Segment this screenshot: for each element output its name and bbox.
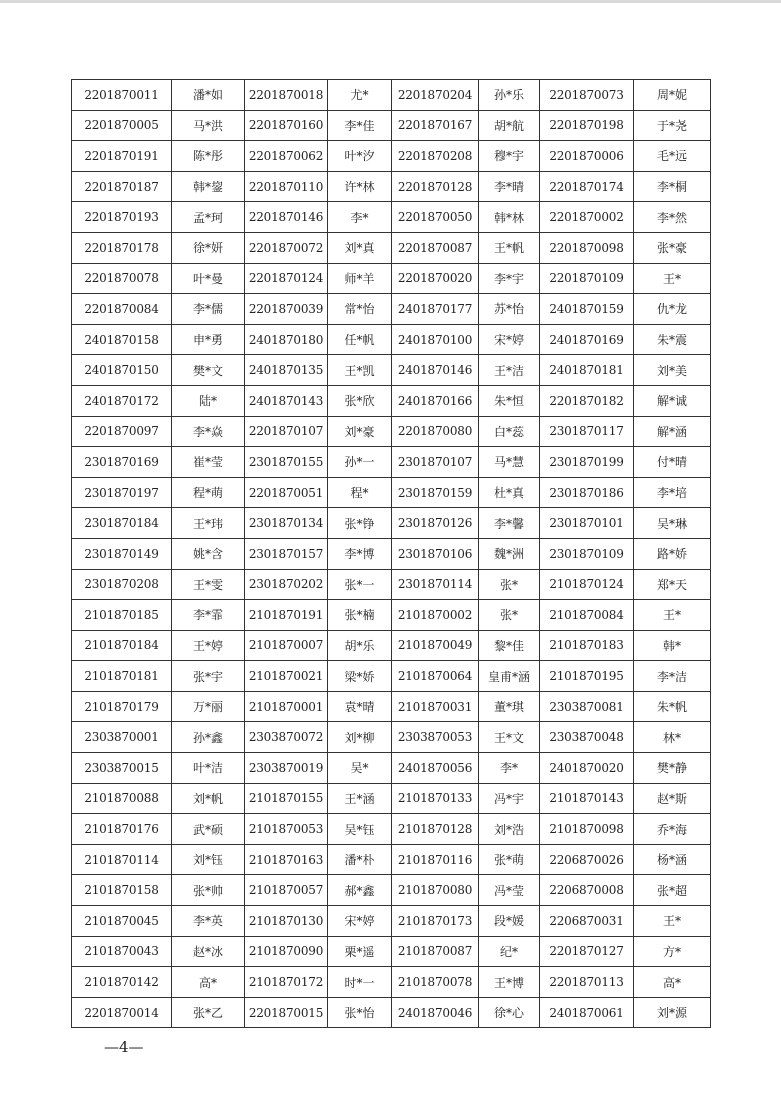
student-name-cell: 韩*林	[479, 202, 540, 233]
student-name-cell: 郝*鑫	[328, 875, 392, 906]
student-name-cell: 姚*含	[172, 538, 245, 569]
student-name-cell: 张*萌	[479, 844, 540, 875]
table-row	[72, 753, 711, 784]
table-row	[72, 416, 711, 447]
student-id-cell: 2301870208	[72, 569, 172, 600]
student-id-cell: 2201870193	[72, 202, 172, 233]
student-name-cell: 张*怡	[328, 997, 392, 1028]
student-name-cell: 杨*涵	[634, 844, 711, 875]
student-name-cell: 冯*宇	[479, 783, 540, 814]
student-name-cell: 宋*婷	[328, 906, 392, 937]
student-name-cell: 王*	[634, 263, 711, 294]
student-id-cell: 2401870150	[72, 355, 172, 386]
student-name-cell: 张*超	[634, 875, 711, 906]
student-name-cell: 刘*柳	[328, 722, 392, 753]
student-id-cell: 2301870117	[540, 416, 634, 447]
table-row	[72, 814, 711, 845]
student-name-cell: 李*桐	[634, 171, 711, 202]
table-row	[72, 263, 711, 294]
student-name-cell: 王*凯	[328, 355, 392, 386]
student-id-cell: 2101870084	[540, 600, 634, 631]
student-id-cell: 2101870124	[540, 569, 634, 600]
student-name-cell: 李*博	[328, 538, 392, 569]
student-name-cell: 李*然	[634, 202, 711, 233]
student-name-cell: 冯*莹	[479, 875, 540, 906]
table-row	[72, 569, 711, 600]
student-name-cell: 白*蕊	[479, 416, 540, 447]
student-name-cell: 王*博	[479, 967, 540, 998]
student-name-cell: 叶*汐	[328, 141, 392, 172]
student-id-cell: 2201870050	[392, 202, 479, 233]
student-id-cell: 2301870114	[392, 569, 479, 600]
table-row	[72, 141, 711, 172]
student-id-cell: 2401870046	[392, 997, 479, 1028]
student-id-cell: 2401870166	[392, 385, 479, 416]
student-name-cell: 程*	[328, 477, 392, 508]
student-id-cell: 2101870031	[392, 691, 479, 722]
student-name-cell: 刘*美	[634, 355, 711, 386]
student-id-cell: 2303870048	[540, 722, 634, 753]
student-name-cell: 李*霏	[172, 600, 245, 631]
student-name-cell: 常*怡	[328, 294, 392, 325]
student-id-cell: 2101870195	[540, 661, 634, 692]
student-id-cell: 2201870198	[540, 110, 634, 141]
roster-table	[71, 79, 711, 1028]
student-id-cell: 2201870204	[392, 80, 479, 111]
student-id-cell: 2201870084	[72, 294, 172, 325]
student-name-cell: 赵*斯	[634, 783, 711, 814]
student-id-cell: 2101870090	[245, 936, 328, 967]
student-id-cell: 2201870107	[245, 416, 328, 447]
student-id-cell: 2301870159	[392, 477, 479, 508]
student-id-cell: 2301870134	[245, 508, 328, 539]
student-id-cell: 2201870167	[392, 110, 479, 141]
student-id-cell: 2101870049	[392, 630, 479, 661]
student-id-cell: 2201870146	[245, 202, 328, 233]
student-name-cell: 刘*豪	[328, 416, 392, 447]
student-id-cell: 2201870015	[245, 997, 328, 1028]
student-id-cell: 2201870178	[72, 232, 172, 263]
student-id-cell: 2201870113	[540, 967, 634, 998]
student-id-cell: 2401870169	[540, 324, 634, 355]
student-name-cell: 申*勇	[172, 324, 245, 355]
student-id-cell: 2201870097	[72, 416, 172, 447]
student-id-cell: 2101870184	[72, 630, 172, 661]
student-name-cell: 王*玮	[172, 508, 245, 539]
student-name-cell: 任*帆	[328, 324, 392, 355]
student-name-cell: 皇甫*涵	[479, 661, 540, 692]
student-name-cell: 张*乙	[172, 997, 245, 1028]
student-name-cell: 张*	[479, 600, 540, 631]
student-id-cell: 2206870031	[540, 906, 634, 937]
student-id-cell: 2101870191	[245, 600, 328, 631]
student-id-cell: 2101870057	[245, 875, 328, 906]
table-row	[72, 967, 711, 998]
student-name-cell: 毛*远	[634, 141, 711, 172]
student-id-cell: 2201870110	[245, 171, 328, 202]
student-name-cell: 胡*乐	[328, 630, 392, 661]
student-id-cell: 2101870114	[72, 844, 172, 875]
student-id-cell: 2101870158	[72, 875, 172, 906]
table-row	[72, 232, 711, 263]
student-id-cell: 2301870149	[72, 538, 172, 569]
student-id-cell: 2101870078	[392, 967, 479, 998]
student-id-cell: 2101870163	[245, 844, 328, 875]
table-row	[72, 997, 711, 1028]
table-row	[72, 202, 711, 233]
student-id-cell: 2101870007	[245, 630, 328, 661]
table-row	[72, 844, 711, 875]
table-row	[72, 783, 711, 814]
student-id-cell: 2201870182	[540, 385, 634, 416]
student-id-cell: 2201870080	[392, 416, 479, 447]
student-id-cell: 2401870061	[540, 997, 634, 1028]
student-name-cell: 吴*钰	[328, 814, 392, 845]
student-name-cell: 于*尧	[634, 110, 711, 141]
student-name-cell: 李*洁	[634, 661, 711, 692]
table-row	[72, 80, 711, 111]
student-name-cell: 解*诚	[634, 385, 711, 416]
student-name-cell: 乔*海	[634, 814, 711, 845]
student-id-cell: 2301870184	[72, 508, 172, 539]
table-row	[72, 661, 711, 692]
student-id-cell: 2401870172	[72, 385, 172, 416]
student-name-cell: 郑*天	[634, 569, 711, 600]
student-name-cell: 樊*静	[634, 753, 711, 784]
student-id-cell: 2201870078	[72, 263, 172, 294]
student-name-cell: 杜*真	[479, 477, 540, 508]
student-name-cell: 潘*朴	[328, 844, 392, 875]
student-id-cell: 2201870005	[72, 110, 172, 141]
student-name-cell: 武*硕	[172, 814, 245, 845]
student-name-cell: 吴*琳	[634, 508, 711, 539]
student-name-cell: 付*晴	[634, 447, 711, 478]
table-row	[72, 110, 711, 141]
student-name-cell: 高*	[634, 967, 711, 998]
table-row	[72, 324, 711, 355]
student-id-cell: 2201870020	[392, 263, 479, 294]
student-id-cell: 2201870014	[72, 997, 172, 1028]
student-name-cell: 孙*乐	[479, 80, 540, 111]
table-row	[72, 385, 711, 416]
student-id-cell: 2301870157	[245, 538, 328, 569]
student-name-cell: 李*	[328, 202, 392, 233]
student-id-cell: 2101870021	[245, 661, 328, 692]
student-id-cell: 2301870197	[72, 477, 172, 508]
student-id-cell: 2101870143	[540, 783, 634, 814]
student-name-cell: 栗*遥	[328, 936, 392, 967]
student-id-cell: 2401870158	[72, 324, 172, 355]
student-name-cell: 徐*心	[479, 997, 540, 1028]
student-name-cell: 韩*	[634, 630, 711, 661]
student-name-cell: 万*丽	[172, 691, 245, 722]
student-id-cell: 2101870133	[392, 783, 479, 814]
student-name-cell: 黎*佳	[479, 630, 540, 661]
student-name-cell: 高*	[172, 967, 245, 998]
student-id-cell: 2201870127	[540, 936, 634, 967]
student-id-cell: 2301870199	[540, 447, 634, 478]
student-id-cell: 2201870124	[245, 263, 328, 294]
student-name-cell: 尤*	[328, 80, 392, 111]
table-row	[72, 936, 711, 967]
student-name-cell: 段*媛	[479, 906, 540, 937]
student-name-cell: 韩*鋆	[172, 171, 245, 202]
student-id-cell: 2101870176	[72, 814, 172, 845]
roster-body	[72, 80, 711, 1028]
student-id-cell: 2201870011	[72, 80, 172, 111]
student-name-cell: 李*馨	[479, 508, 540, 539]
student-id-cell: 2401870020	[540, 753, 634, 784]
table-row	[72, 875, 711, 906]
student-id-cell: 2401870181	[540, 355, 634, 386]
table-row	[72, 630, 711, 661]
student-id-cell: 2206870026	[540, 844, 634, 875]
student-name-cell: 赵*冰	[172, 936, 245, 967]
student-id-cell: 2101870183	[540, 630, 634, 661]
student-name-cell: 马*洪	[172, 110, 245, 141]
student-id-cell: 2201870174	[540, 171, 634, 202]
student-name-cell: 朱*震	[634, 324, 711, 355]
student-id-cell: 2101870098	[540, 814, 634, 845]
student-name-cell: 王*雯	[172, 569, 245, 600]
student-name-cell: 孟*珂	[172, 202, 245, 233]
student-name-cell: 李*宇	[479, 263, 540, 294]
student-name-cell: 李*佳	[328, 110, 392, 141]
student-name-cell: 魏*洲	[479, 538, 540, 569]
student-id-cell: 2401870135	[245, 355, 328, 386]
student-name-cell: 王*洁	[479, 355, 540, 386]
student-name-cell: 孙*鑫	[172, 722, 245, 753]
student-name-cell: 张*帅	[172, 875, 245, 906]
student-id-cell: 2401870143	[245, 385, 328, 416]
student-name-cell: 宋*婷	[479, 324, 540, 355]
student-id-cell: 2101870155	[245, 783, 328, 814]
top-border	[0, 0, 781, 3]
student-id-cell: 2201870072	[245, 232, 328, 263]
student-name-cell: 程*萌	[172, 477, 245, 508]
student-name-cell: 李*儒	[172, 294, 245, 325]
student-id-cell: 2301870107	[392, 447, 479, 478]
student-name-cell: 解*涵	[634, 416, 711, 447]
student-id-cell: 2301870202	[245, 569, 328, 600]
student-name-cell: 纪*	[479, 936, 540, 967]
student-name-cell: 时*一	[328, 967, 392, 998]
student-name-cell: 张*豪	[634, 232, 711, 263]
student-name-cell: 张*一	[328, 569, 392, 600]
student-name-cell: 吴*	[328, 753, 392, 784]
table-row	[72, 691, 711, 722]
student-id-cell: 2101870172	[245, 967, 328, 998]
student-id-cell: 2401870177	[392, 294, 479, 325]
student-id-cell: 2201870073	[540, 80, 634, 111]
page-number: —4—	[104, 1038, 144, 1056]
student-name-cell: 潘*如	[172, 80, 245, 111]
student-id-cell: 2101870088	[72, 783, 172, 814]
student-id-cell: 2101870053	[245, 814, 328, 845]
student-id-cell: 2401870100	[392, 324, 479, 355]
student-name-cell: 林*	[634, 722, 711, 753]
table-row	[72, 906, 711, 937]
student-name-cell: 路*娇	[634, 538, 711, 569]
table-row	[72, 477, 711, 508]
student-name-cell: 刘*源	[634, 997, 711, 1028]
student-id-cell: 2101870064	[392, 661, 479, 692]
student-name-cell: 刘*浩	[479, 814, 540, 845]
student-id-cell: 2101870179	[72, 691, 172, 722]
student-id-cell: 2301870155	[245, 447, 328, 478]
student-id-cell: 2101870087	[392, 936, 479, 967]
table-row	[72, 600, 711, 631]
student-name-cell: 樊*文	[172, 355, 245, 386]
student-name-cell: 梁*娇	[328, 661, 392, 692]
student-id-cell: 2101870045	[72, 906, 172, 937]
student-name-cell: 张*欣	[328, 385, 392, 416]
student-id-cell: 2206870008	[540, 875, 634, 906]
student-name-cell: 师*羊	[328, 263, 392, 294]
student-name-cell: 李*英	[172, 906, 245, 937]
student-id-cell: 2401870146	[392, 355, 479, 386]
student-id-cell: 2301870106	[392, 538, 479, 569]
student-id-cell: 2101870173	[392, 906, 479, 937]
student-name-cell: 李*	[479, 753, 540, 784]
student-name-cell: 崔*莹	[172, 447, 245, 478]
student-name-cell: 孙*一	[328, 447, 392, 478]
student-name-cell: 徐*妍	[172, 232, 245, 263]
student-name-cell: 王*文	[479, 722, 540, 753]
student-name-cell: 周*妮	[634, 80, 711, 111]
student-id-cell: 2401870180	[245, 324, 328, 355]
student-name-cell: 朱*恒	[479, 385, 540, 416]
student-name-cell: 胡*航	[479, 110, 540, 141]
student-name-cell: 陈*彤	[172, 141, 245, 172]
table-row	[72, 508, 711, 539]
student-name-cell: 陆*	[172, 385, 245, 416]
table-row	[72, 171, 711, 202]
student-name-cell: 刘*真	[328, 232, 392, 263]
student-id-cell: 2401870159	[540, 294, 634, 325]
student-name-cell: 王*婷	[172, 630, 245, 661]
student-name-cell: 王*涵	[328, 783, 392, 814]
student-name-cell: 许*林	[328, 171, 392, 202]
student-id-cell: 2201870002	[540, 202, 634, 233]
student-name-cell: 李*焱	[172, 416, 245, 447]
student-id-cell: 2301870109	[540, 538, 634, 569]
student-name-cell: 王*	[634, 906, 711, 937]
student-id-cell: 2101870002	[392, 600, 479, 631]
table-row	[72, 355, 711, 386]
table-row	[72, 294, 711, 325]
student-id-cell: 2201870006	[540, 141, 634, 172]
student-name-cell: 张*宇	[172, 661, 245, 692]
student-id-cell: 2303870081	[540, 691, 634, 722]
student-id-cell: 2201870051	[245, 477, 328, 508]
student-id-cell: 2201870098	[540, 232, 634, 263]
student-id-cell: 2201870187	[72, 171, 172, 202]
student-name-cell: 穆*宇	[479, 141, 540, 172]
student-id-cell: 2303870001	[72, 722, 172, 753]
student-id-cell: 2201870018	[245, 80, 328, 111]
student-id-cell: 2303870015	[72, 753, 172, 784]
student-id-cell: 2101870001	[245, 691, 328, 722]
table-row	[72, 538, 711, 569]
student-id-cell: 2301870101	[540, 508, 634, 539]
student-id-cell: 2201870109	[540, 263, 634, 294]
table-row	[72, 722, 711, 753]
table-row	[72, 447, 711, 478]
student-name-cell: 袁*晴	[328, 691, 392, 722]
student-id-cell: 2301870126	[392, 508, 479, 539]
student-name-cell: 李*培	[634, 477, 711, 508]
student-id-cell: 2201870160	[245, 110, 328, 141]
student-id-cell: 2101870142	[72, 967, 172, 998]
student-id-cell: 2101870130	[245, 906, 328, 937]
student-id-cell: 2101870181	[72, 661, 172, 692]
student-id-cell: 2303870072	[245, 722, 328, 753]
student-id-cell: 2101870185	[72, 600, 172, 631]
student-id-cell: 2201870128	[392, 171, 479, 202]
student-id-cell: 2303870019	[245, 753, 328, 784]
student-name-cell: 朱*帆	[634, 691, 711, 722]
student-id-cell: 2301870186	[540, 477, 634, 508]
student-id-cell: 2201870062	[245, 141, 328, 172]
student-name-cell: 李*晴	[479, 171, 540, 202]
student-name-cell: 刘*帆	[172, 783, 245, 814]
student-name-cell: 刘*钰	[172, 844, 245, 875]
student-id-cell: 2201870208	[392, 141, 479, 172]
student-name-cell: 张*楠	[328, 600, 392, 631]
student-id-cell: 2101870116	[392, 844, 479, 875]
student-id-cell: 2101870080	[392, 875, 479, 906]
student-name-cell: 苏*怡	[479, 294, 540, 325]
student-id-cell: 2303870053	[392, 722, 479, 753]
student-id-cell: 2201870191	[72, 141, 172, 172]
student-id-cell: 2301870169	[72, 447, 172, 478]
student-name-cell: 张*铮	[328, 508, 392, 539]
student-id-cell: 2101870128	[392, 814, 479, 845]
student-name-cell: 马*慧	[479, 447, 540, 478]
student-name-cell: 方*	[634, 936, 711, 967]
student-id-cell: 2101870043	[72, 936, 172, 967]
student-name-cell: 董*琪	[479, 691, 540, 722]
student-name-cell: 叶*洁	[172, 753, 245, 784]
student-name-cell: 张*	[479, 569, 540, 600]
student-name-cell: 王*	[634, 600, 711, 631]
student-id-cell: 2201870087	[392, 232, 479, 263]
student-name-cell: 叶*曼	[172, 263, 245, 294]
student-id-cell: 2401870056	[392, 753, 479, 784]
student-name-cell: 王*帆	[479, 232, 540, 263]
student-name-cell: 仇*龙	[634, 294, 711, 325]
student-id-cell: 2201870039	[245, 294, 328, 325]
